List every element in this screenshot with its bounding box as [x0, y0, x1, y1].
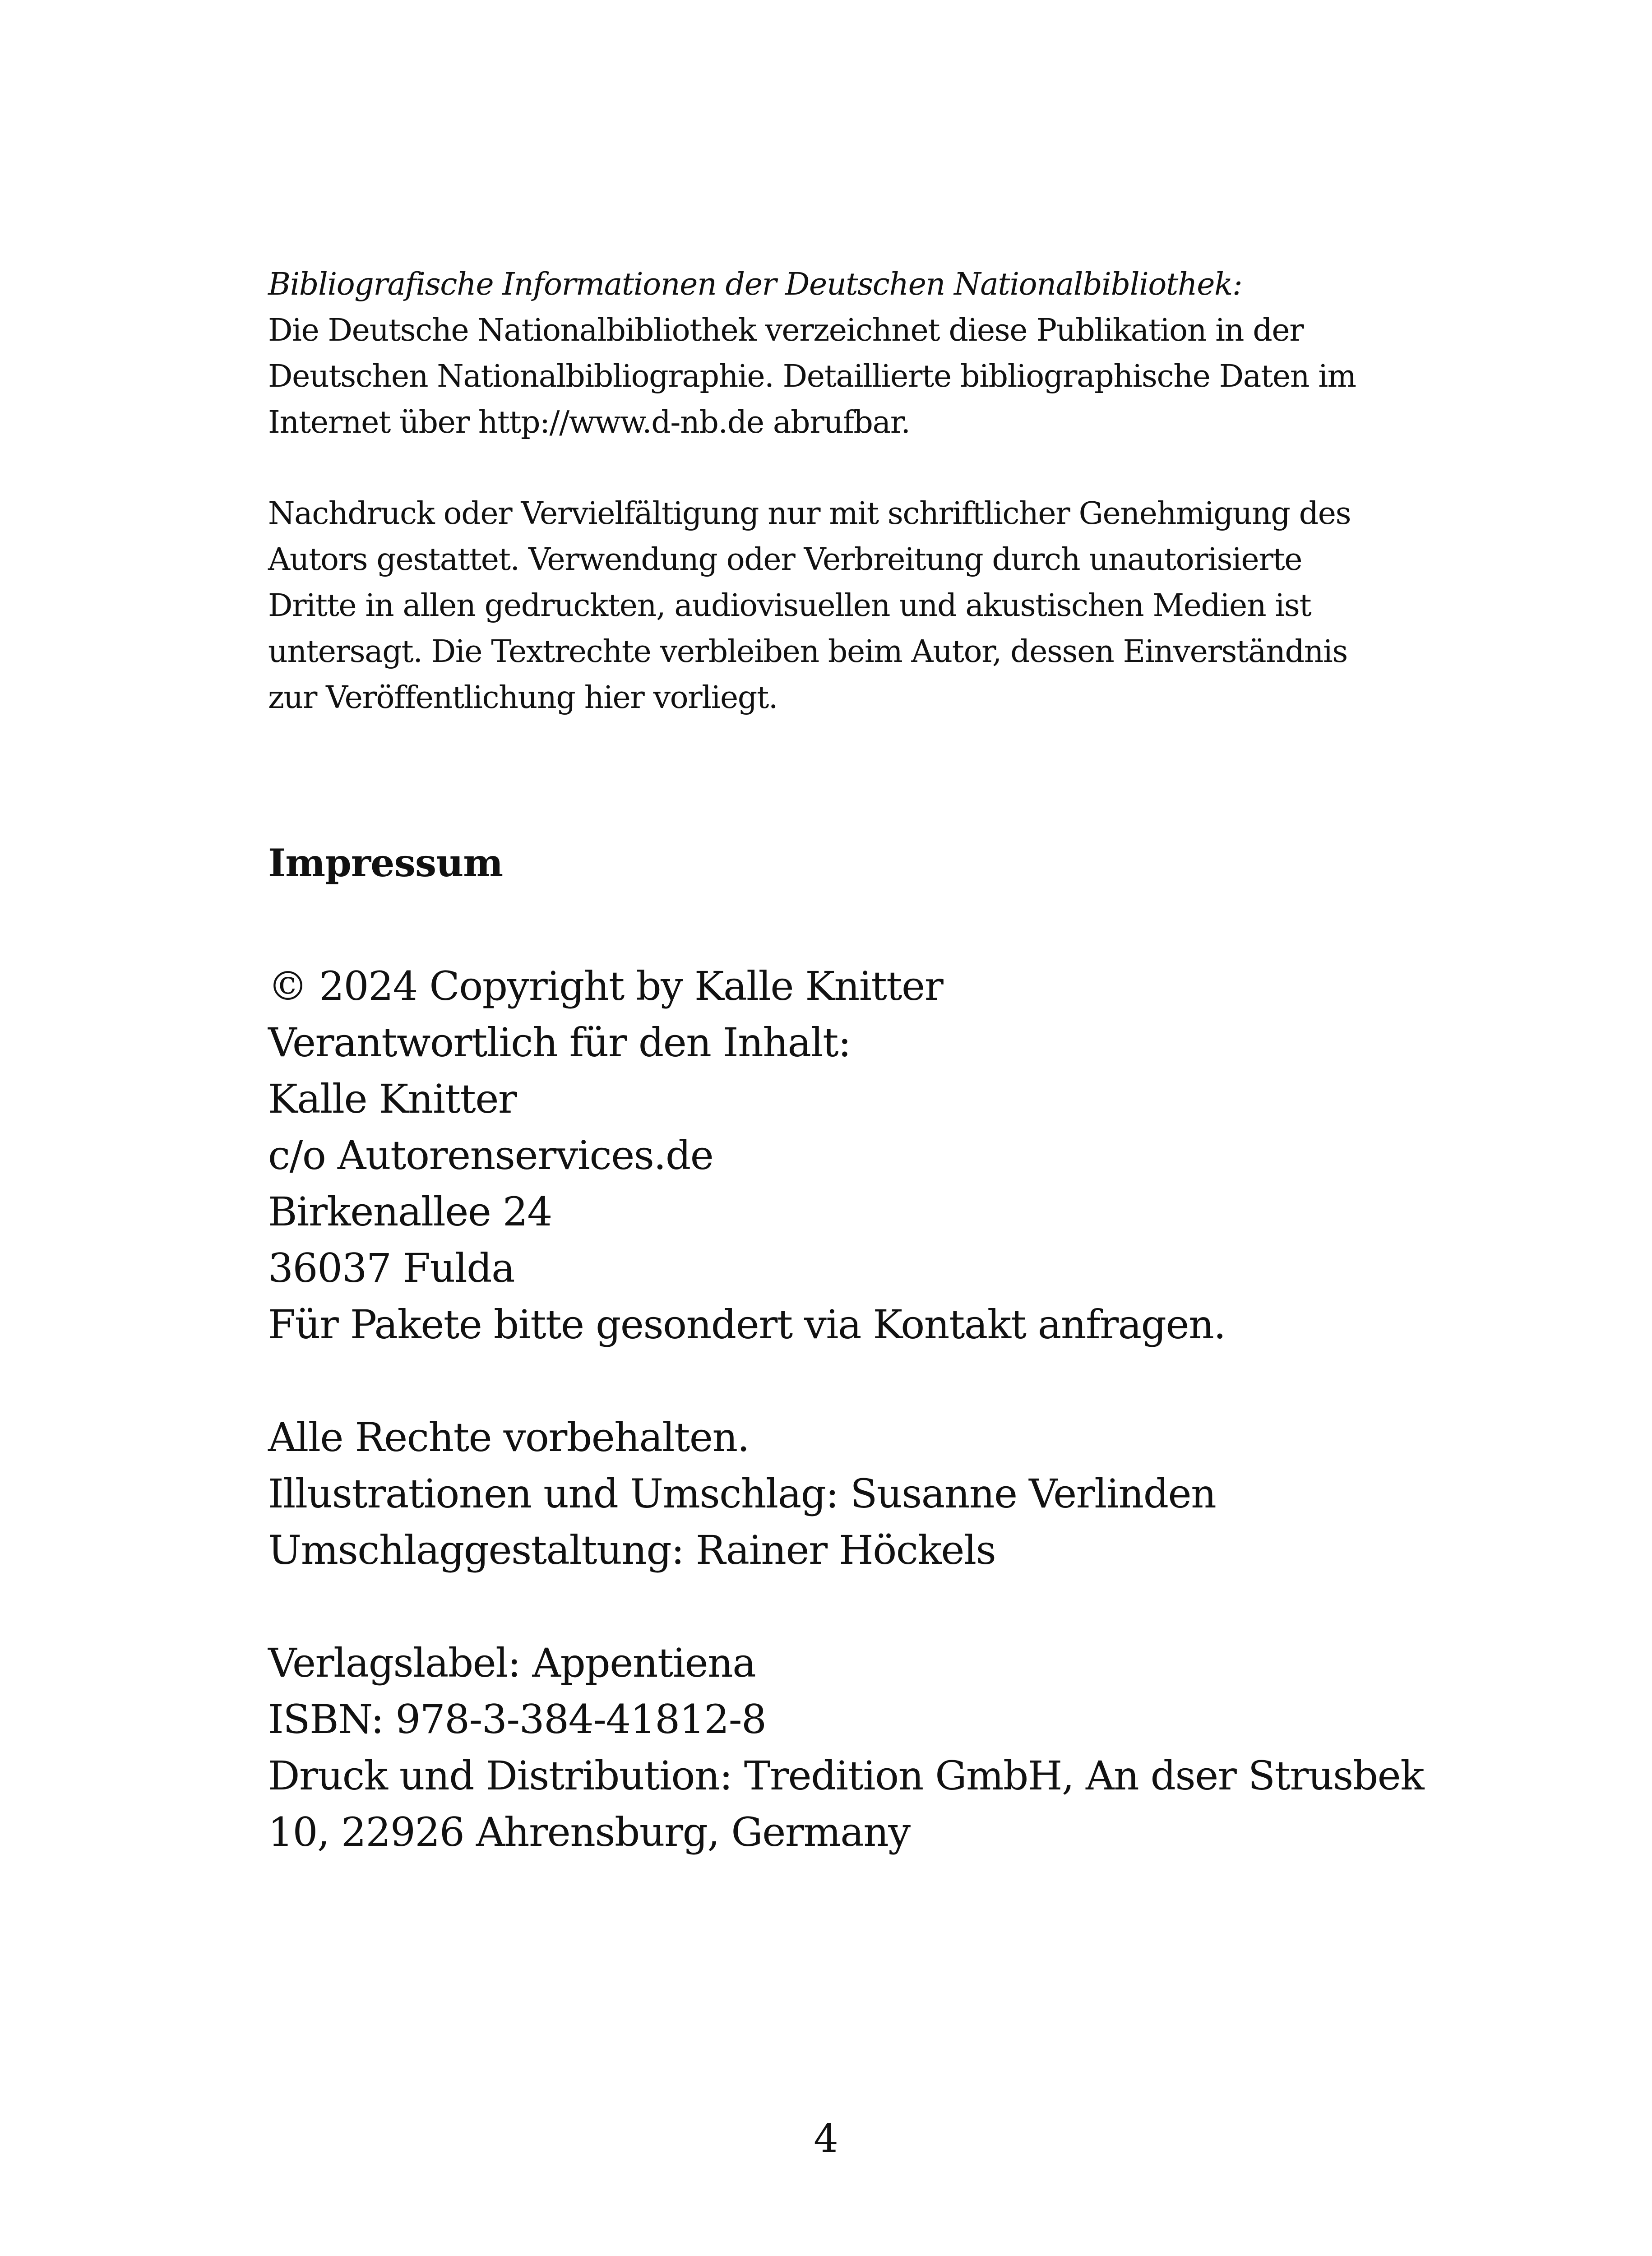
impressum-credits: [268, 1409, 1396, 1578]
address-line: 36037 Fulda: [268, 1245, 515, 1291]
bibliographic-line: Deutschen Nationalbibliographie. Detaillierte bibliographische Daten im: [268, 359, 1356, 394]
rights-line: untersagt. Die Textrechte verbleiben beim Autor, dessen Einverständnis: [268, 634, 1347, 670]
address-line: Birkenallee 24: [268, 1188, 552, 1235]
rights-line: Autors gestattet. Verwendung oder Verbreitung durch unautorisierte: [268, 542, 1302, 578]
bibliographic-line: Die Deutsche Nationalbibliothek verzeichnet diese Publikation in der: [268, 313, 1304, 348]
isbn: ISBN: 978-3-384-41812-8: [268, 1696, 766, 1743]
bibliographic-line: Internet über http://www.d-nb.de abrufbar.: [268, 405, 910, 440]
responsible-label: Verantwortlich für den Inhalt:: [268, 1019, 851, 1066]
distribution-line: 10, 22926 Ahrensburg, Germany: [268, 1809, 910, 1855]
page-number: 4: [814, 2116, 838, 2161]
rights-notice: [268, 491, 1396, 721]
cover-design-credit: Umschlaggestaltung: Rainer Höckels: [268, 1527, 996, 1573]
impressum-publishing: [268, 1635, 1424, 1860]
distribution-line: Druck und Distribution: Tredition GmbH, An dser Strusbek: [268, 1752, 1424, 1799]
address-line: c/o Autorenservices.de: [268, 1132, 713, 1179]
impressum-contact: [268, 958, 1396, 1353]
author-name: Kalle Knitter: [268, 1076, 517, 1122]
rights-line: Dritte in allen gedruckten, audiovisuellen und akustischen Medien ist: [268, 588, 1311, 624]
impressum-title: Impressum: [268, 841, 503, 885]
package-note: Für Pakete bitte gesondert via Kontakt anfragen.: [268, 1301, 1226, 1348]
page-content: [268, 262, 1424, 1860]
bibliographic-information: [268, 262, 1396, 446]
illustration-credit: Illustrationen und Umschlag: Susanne Verlinden: [268, 1470, 1216, 1517]
bibliographic-heading: Bibliografische Informationen der Deutschen Nationalbibliothek:: [268, 267, 1242, 302]
rights-line: zur Veröffentlichung hier vorliegt.: [268, 680, 778, 716]
publisher-label: Verlagslabel: Appentiena: [268, 1640, 756, 1686]
rights-reserved: Alle Rechte vorbehalten.: [268, 1414, 750, 1461]
copyright-line: © 2024 Copyright by Kalle Knitter: [268, 963, 943, 1009]
rights-line: Nachdruck oder Vervielfältigung nur mit schriftlicher Genehmigung des: [268, 496, 1351, 532]
